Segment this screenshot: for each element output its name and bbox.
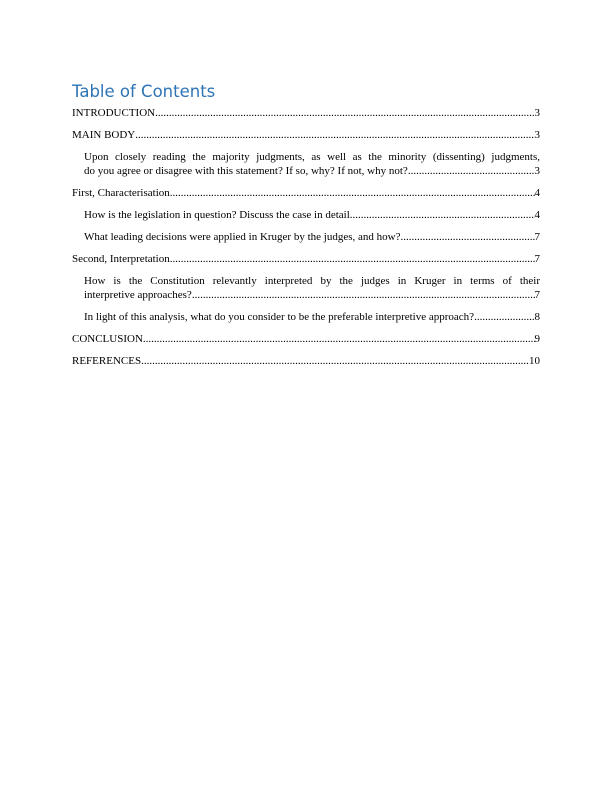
- toc-entry-conclusion[interactable]: [72, 332, 540, 346]
- toc-page-number: 4: [534, 209, 540, 221]
- toc-page-number: 4: [534, 187, 540, 199]
- toc-entry-constitution-interpreted[interactable]: [72, 274, 540, 302]
- toc-entry-main-body[interactable]: [72, 128, 540, 142]
- toc-entry-majority-minority-judgments[interactable]: [72, 150, 540, 178]
- dot-leader: [474, 310, 534, 324]
- toc-entry-text: MAIN BODY: [72, 129, 136, 141]
- toc-entry-text: REFERENCES: [72, 355, 142, 367]
- toc-entry-leading-decisions[interactable]: [72, 230, 540, 244]
- toc-entry-text: First, Characterisation: [72, 187, 170, 199]
- dot-leader: [408, 164, 535, 178]
- toc-entry-text: In light of this analysis, what do you consider to be the preferable interpretive approach?: [84, 311, 475, 323]
- toc-page-number: 3: [534, 129, 540, 141]
- dot-leader: [170, 186, 535, 200]
- toc-page-number: 10: [529, 355, 540, 367]
- toc-entry-text: What leading decisions were applied in Kruger by the judges, and how?: [84, 231, 401, 243]
- toc-entry-text-line1: How is the Constitution relevantly interpreted by the judges in Kruger in terms of their: [84, 275, 540, 287]
- dot-leader: [170, 252, 535, 266]
- toc-entry-text-line1: Upon closely reading the majority judgments, as well as the minority (dissenting) judgments,: [84, 151, 540, 163]
- dot-leader: [192, 288, 535, 302]
- table-of-contents: [72, 82, 540, 376]
- toc-entry-text: CONCLUSION: [72, 333, 143, 345]
- toc-entry-second-interpretation[interactable]: [72, 252, 540, 266]
- toc-page-number: 7: [534, 253, 540, 265]
- toc-entry-references[interactable]: [72, 354, 540, 368]
- dot-leader: [143, 332, 535, 346]
- toc-entry-introduction[interactable]: [72, 106, 540, 120]
- toc-entry-text-line2: do you agree or disagree with this statement? If so, why? If not, why not?: [84, 165, 408, 177]
- dot-leader: [135, 128, 534, 142]
- dot-leader: [141, 354, 529, 368]
- toc-entry-text: INTRODUCTION: [72, 107, 156, 119]
- toc-page-number: 7: [534, 231, 540, 243]
- toc-entry-preferable-approach[interactable]: [72, 310, 540, 324]
- toc-page-number: 7: [534, 289, 540, 301]
- toc-page-number: 3: [534, 165, 540, 177]
- dot-leader: [155, 106, 534, 120]
- toc-entry-legislation-question[interactable]: [72, 208, 540, 222]
- dot-leader: [353, 208, 535, 222]
- toc-entry-text-line2: interpretive approaches?: [84, 289, 192, 301]
- toc-page-number: 3: [534, 107, 540, 119]
- toc-entry-first-characterisation[interactable]: [72, 186, 540, 200]
- toc-entry-text: How is the legislation in question? Discuss the case in detail.: [84, 209, 353, 221]
- dot-leader: [400, 230, 534, 244]
- toc-entry-text: Second, Interpretation: [72, 253, 170, 265]
- toc-page-number: 9: [534, 333, 540, 345]
- toc-title: Table of Contents: [72, 82, 216, 101]
- toc-page-number: 8: [534, 311, 540, 323]
